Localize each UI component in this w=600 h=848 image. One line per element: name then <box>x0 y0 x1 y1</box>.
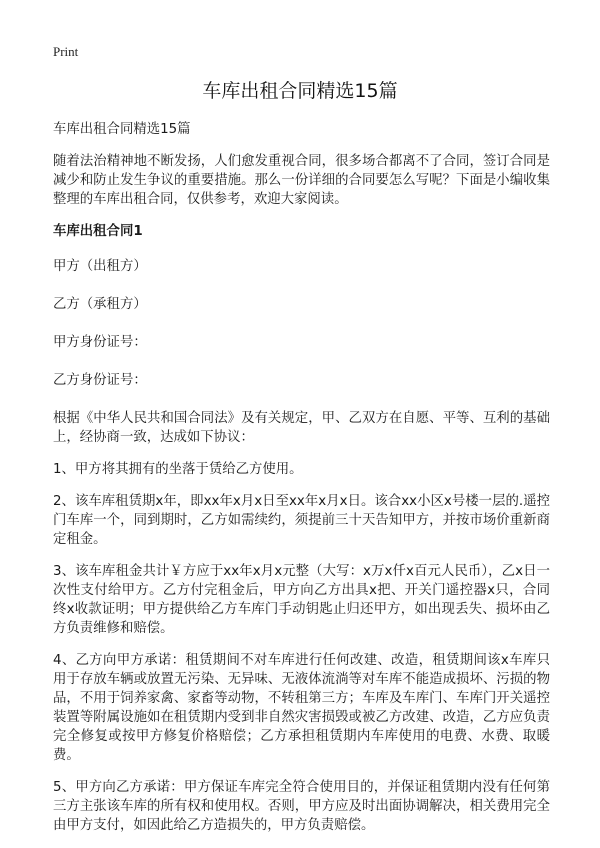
party-b-id-line: 乙方身份证号： <box>53 373 147 388</box>
document-body <box>53 120 550 848</box>
clause-5: 5、甲方向乙方承诺：甲方保证车库完全符合使用目的，并保证租赁期内没有任何第三方主张该车库的所有权和使用权。否则，甲方应及时出面协调解决，相关费用完全由甲方支付，如因此给乙方造损失的，甲方负责赔偿。 <box>53 780 550 833</box>
party-a-id-line: 甲方身份证号： <box>53 335 147 350</box>
clause-2: 2、该车库租赁期x年，即xx年x月x日至xx年x月x日。该合xx小区x号楼一层的.遥控门车库一个，同到期时，乙方如需续约，须提前三十天告知甲方，并按市场价重新商定租金。 <box>53 494 550 547</box>
clause-3: 3、该车库租金共计￥方应于xx年x月x元整（大写：x万x仟x百元人民币），乙x日一次性支付给甲方。乙方付完租金后，甲方向乙方出具x把、开关门遥控器x只，合同终x收款证明；甲方提供给乙方车库门手动钥匙止归还甲方，如出现丢失、损坏由乙方负责维修和赔偿。 <box>53 564 550 636</box>
section-heading: 车库出租合同1 <box>53 224 143 239</box>
document-subtitle: 车库出租合同精选15篇 <box>53 122 191 137</box>
document-title: 车库出租合同精选15篇 <box>202 80 398 102</box>
intro-paragraph: 随着法治精神地不断发扬，人们愈发重视合同，很多场合都离不了合同，签订合同是减少和防止发生争议的重要措施。那么一份详细的合同要怎么写呢？下面是小编收集整理的车库出租合同，仅供参考，欢迎大家阅读。 <box>53 154 550 207</box>
party-a-line: 甲方（出租方） <box>53 259 147 274</box>
clause-1: 1、甲方将其拥有的坐落于赁给乙方使用。 <box>53 462 303 477</box>
print-link[interactable]: Print <box>53 44 79 59</box>
party-b-line: 乙方（承租方） <box>53 297 147 312</box>
clause-4: 4、乙方向甲方承诺：租赁期间不对车库进行任何改建、改造，租赁期间该x车库只用于存放车辆或放置无污染、无异味、无液体流淌等对车库不能造成损坏、污损的物品，不用于饲养家禽、家畜等动物，不转租第三方；车库及车库门、车库门开关遥控装置等附属设施如在租赁期内受到非自然灾害损毁或被乙方改建、改造，乙方应负责完全修复或按甲方修复价格赔偿；乙方承担租赁期内车库使用的电费、水费、取暖费。 <box>53 653 550 763</box>
preamble-paragraph: 根据《中华人民共和国合同法》及有关规定，甲、乙双方在自愿、平等、互利的基础上，经协商一致，达成如下协议： <box>53 411 550 445</box>
